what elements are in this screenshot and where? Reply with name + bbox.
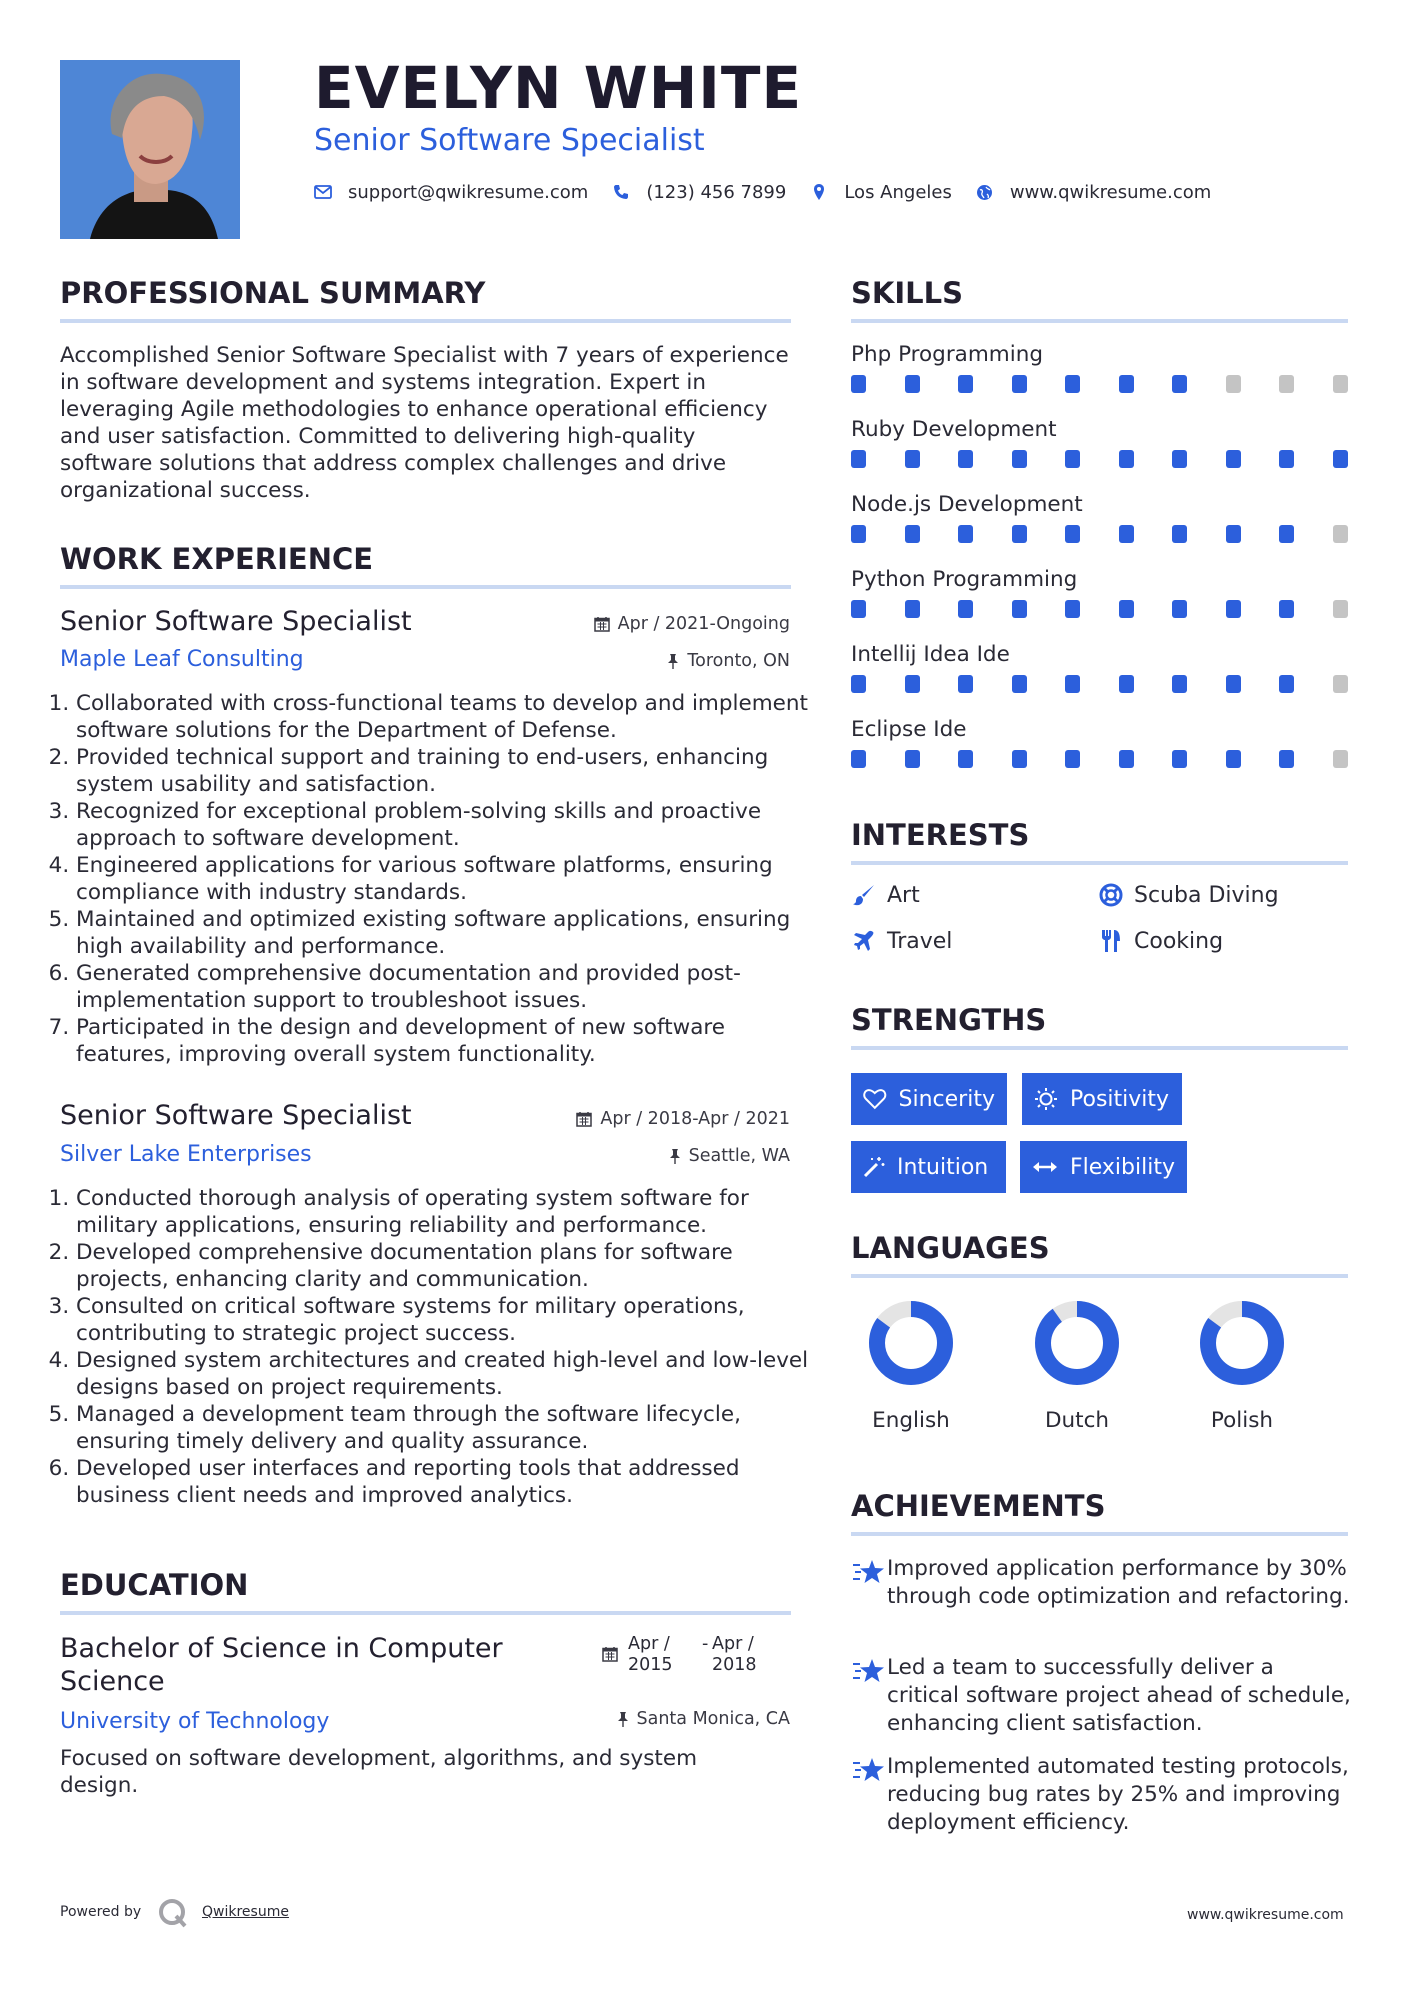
interest-travel [851, 928, 952, 954]
job-location-text: Seattle, WA [688, 1146, 790, 1166]
list-item: 5. Managed a development team through the software lifecycle, ensuring timely delivery and quality assurance. [76, 1401, 814, 1455]
job-location [540, 1146, 790, 1166]
rating-dot-filled [1279, 675, 1294, 693]
rating-dot-filled [1012, 600, 1027, 618]
candidate-name: EVELYN WHITE [314, 54, 803, 122]
interest-label: Art [887, 882, 920, 908]
star-icon [851, 1658, 887, 1684]
languages-heading: LANGUAGES [851, 1231, 1050, 1265]
job-title: Senior Software Specialist [60, 1100, 412, 1131]
end-date-year: 2018 [712, 1655, 757, 1675]
skill-name: Node.js Development [851, 492, 1083, 517]
start-date [628, 1634, 673, 1676]
skill-name: Eclipse Ide [851, 717, 967, 742]
rating-dot-empty [1333, 750, 1348, 768]
interest-label: Scuba Diving [1134, 882, 1279, 908]
plane-icon [851, 928, 877, 954]
languages-list [851, 1300, 1348, 1450]
rating-dot-filled [1065, 525, 1080, 543]
list-item: 6. Developed user interfaces and reporting tools that addressed business client needs and improved analytics. [76, 1455, 814, 1509]
achievements-heading: ACHIEVEMENTS [851, 1489, 1106, 1523]
strength-label: Sincerity [898, 1086, 995, 1112]
summary-text: Accomplished Senior Software Specialist with 7 years of experience in software development and systems integration. Expert in leveraging Agile methodologies to enhance operational efficiency and user satisfaction. Committed to delivering high-quality software solutions that address complex challenges and drive organizational success. [60, 343, 789, 503]
rating-dot-filled [1172, 525, 1187, 543]
rating-dot-filled [1119, 375, 1134, 393]
rating-dot-filled [1012, 450, 1027, 468]
magic-wand-icon [863, 1156, 885, 1178]
map-pin-icon [810, 183, 828, 201]
rating-dot-filled [1279, 750, 1294, 768]
footer-url[interactable]: www.qwikresume.com [1187, 1907, 1344, 1923]
rating-dot-filled [958, 600, 973, 618]
summary-divider [60, 319, 791, 323]
rating-dot-filled [905, 375, 920, 393]
language-name: Dutch [1044, 1408, 1110, 1433]
rating-dot-filled [1119, 750, 1134, 768]
pushpin-icon [667, 653, 679, 669]
list-item: 4. Engineered applications for various software platforms, ensuring compliance with industry standards. [76, 852, 814, 906]
achievement-text: Improved application performance by 30% through code optimization and refactoring. [887, 1556, 1350, 1609]
rating-dot-filled [905, 675, 920, 693]
pushpin-icon [669, 1148, 681, 1164]
company-name[interactable]: Silver Lake Enterprises [60, 1142, 312, 1167]
rating-dot-filled [1333, 450, 1348, 468]
interest-label: Cooking [1134, 928, 1224, 954]
language-name: English [872, 1408, 950, 1433]
list-item: 1. Conducted thorough analysis of operating system software for military applications, ensuring reliability and performance. [76, 1185, 814, 1239]
skill-row [851, 642, 1348, 693]
rating-dot-filled [1119, 525, 1134, 543]
list-item: 5. Maintained and optimized existing software applications, ensuring high availability and performance. [76, 906, 814, 960]
sun-icon [1034, 1087, 1058, 1111]
rating-dot-filled [1172, 600, 1187, 618]
rating-dot-filled [1065, 600, 1080, 618]
rating-dot-empty [1333, 600, 1348, 618]
contact-phone[interactable]: (123) 456 7899 [646, 181, 787, 203]
job-title: Senior Software Specialist [60, 606, 412, 637]
language-item [1017, 1300, 1137, 1433]
star-icon [851, 1559, 887, 1585]
rating-dot-filled [905, 525, 920, 543]
rating-dot-empty [1226, 375, 1241, 393]
rating-dot-filled [1065, 750, 1080, 768]
phone-icon [612, 183, 630, 201]
rating-dot-filled [958, 525, 973, 543]
rating-dot-filled [1119, 675, 1134, 693]
list-item: 3. Recognized for exceptional problem-solving skills and proactive approach to software development. [76, 798, 814, 852]
rating-dot-filled [1279, 525, 1294, 543]
strengths-divider [851, 1046, 1348, 1050]
strength-sincerity [851, 1073, 1007, 1125]
strength-intuition [851, 1141, 1006, 1193]
calendar-icon [602, 1646, 618, 1662]
rating-dot-filled [851, 675, 866, 693]
rating-dot-filled [958, 450, 973, 468]
job-dates [540, 1109, 790, 1129]
rating-dot-filled [905, 750, 920, 768]
summary-heading: PROFESSIONAL SUMMARY [60, 276, 486, 310]
strength-label: Intuition [897, 1154, 989, 1180]
language-item [851, 1300, 971, 1433]
rating-dot-filled [1226, 675, 1241, 693]
education-divider [60, 1611, 791, 1615]
rating-dot-filled [1226, 525, 1241, 543]
skill-rating [851, 675, 1348, 693]
job-location-text: Toronto, ON [687, 651, 790, 671]
rating-dot-empty [1279, 375, 1294, 393]
calendar-icon [576, 1111, 592, 1127]
education-heading: EDUCATION [60, 1568, 249, 1602]
rating-dot-filled [851, 750, 866, 768]
rating-dot-empty [1333, 375, 1348, 393]
start-date-month: Apr / [628, 1634, 670, 1654]
interest-art [851, 882, 920, 908]
rating-dot-empty [1333, 525, 1348, 543]
achievement-item [851, 1654, 1351, 1738]
pushpin-icon [617, 1711, 629, 1727]
interest-label: Travel [887, 928, 953, 954]
degree-title: Bachelor of Science in Computer Science [60, 1633, 503, 1697]
interest-scuba-diving [1098, 882, 1279, 908]
list-item: 6. Generated comprehensive documentation and provided post-implementation support to troubleshoot issues. [76, 960, 814, 1014]
rating-dot-filled [958, 675, 973, 693]
skill-row [851, 717, 1348, 768]
heart-icon [863, 1088, 887, 1110]
duties-list [58, 1185, 814, 1509]
skill-rating [851, 450, 1348, 468]
rating-dot-filled [1065, 675, 1080, 693]
rating-dot-filled [1279, 600, 1294, 618]
contact-bar [314, 180, 1235, 204]
brand-link[interactable]: Qwikresume [202, 1904, 289, 1920]
star-icon [851, 1757, 887, 1783]
profile-photo [60, 60, 240, 239]
list-item: 4. Designed system architectures and created high-level and low-level designs based on project requirements. [76, 1347, 814, 1401]
rating-dot-filled [1172, 375, 1187, 393]
language-donut [1182, 1300, 1302, 1390]
list-item: 2. Developed comprehensive documentation plans for software projects, enhancing clarity and communication. [76, 1239, 814, 1293]
list-item: 3. Consulted on critical software systems for military operations, contributing to strategic project success. [76, 1293, 814, 1347]
job-dates [540, 614, 790, 634]
rating-dot-filled [851, 600, 866, 618]
strength-flexibility [1020, 1141, 1187, 1193]
skills-heading: SKILLS [851, 276, 963, 310]
donut-fill [1043, 1309, 1111, 1377]
rating-dot-filled [1012, 675, 1027, 693]
interests-heading: INTERESTS [851, 818, 1030, 852]
achievement-text: Led a team to successfully deliver a critical software project ahead of schedule, enhancing client satisfaction. [887, 1655, 1351, 1736]
start-date-year: 2015 [628, 1655, 673, 1675]
contact-location: Los Angeles [844, 181, 952, 203]
portrait-image [60, 60, 240, 239]
end-date-month: Apr / [712, 1634, 754, 1654]
achievement-item [851, 1753, 1351, 1837]
rating-dot-filled [905, 600, 920, 618]
education-description: Focused on software development, algorithms, and system design. [60, 1746, 698, 1798]
skill-name: Intellij Idea Ide [851, 642, 1010, 667]
rating-dot-filled [1065, 375, 1080, 393]
language-name: Polish [1210, 1408, 1274, 1433]
rating-dot-filled [958, 750, 973, 768]
achievement-item [851, 1555, 1351, 1611]
skill-rating [851, 375, 1348, 393]
skill-row [851, 417, 1348, 468]
utensils-icon [1098, 928, 1124, 954]
rating-dot-filled [851, 375, 866, 393]
list-item: 1. Collaborated with cross-functional teams to develop and implement software solutions for the Department of Defense. [76, 690, 814, 744]
rating-dot-filled [1119, 450, 1134, 468]
rating-dot-filled [1065, 450, 1080, 468]
strengths-heading: STRENGTHS [851, 1003, 1047, 1037]
education-dates [602, 1634, 792, 1678]
experience-heading: WORK EXPERIENCE [60, 542, 374, 576]
paintbrush-icon [851, 882, 877, 908]
life-ring-icon [1098, 882, 1124, 908]
skill-rating [851, 750, 1348, 768]
experience-divider [60, 585, 791, 589]
qwikresume-logo-icon [158, 1898, 188, 1928]
rating-dot-filled [1172, 675, 1187, 693]
job-dates-text: Apr / 2018-Apr / 2021 [600, 1109, 790, 1129]
duties-list [58, 690, 814, 1068]
rating-dot-filled [1012, 525, 1027, 543]
rating-dot-filled [1279, 450, 1294, 468]
rating-dot-empty [1333, 675, 1348, 693]
company-name[interactable]: Maple Leaf Consulting [60, 647, 304, 672]
arrows-horizontal-icon [1032, 1160, 1058, 1174]
skill-name: Python Programming [851, 567, 1078, 592]
skill-name: Ruby Development [851, 417, 1057, 442]
interest-cooking [1098, 928, 1223, 954]
languages-divider [851, 1274, 1348, 1278]
rating-dot-filled [1226, 450, 1241, 468]
calendar-icon [594, 616, 610, 632]
skill-row [851, 342, 1348, 393]
envelope-icon [314, 183, 332, 201]
achievements-divider [851, 1532, 1348, 1536]
skill-rating [851, 525, 1348, 543]
rating-dot-filled [851, 525, 866, 543]
skill-row [851, 567, 1348, 618]
rating-dot-filled [1172, 450, 1187, 468]
strength-label: Positivity [1070, 1086, 1170, 1112]
job-dates-text: Apr / 2021-Ongoing [617, 614, 790, 634]
skills-divider [851, 319, 1348, 323]
rating-dot-filled [851, 450, 866, 468]
skill-row [851, 492, 1348, 543]
rating-dot-filled [1226, 600, 1241, 618]
skill-name: Php Programming [851, 342, 1043, 367]
rating-dot-filled [1119, 600, 1134, 618]
powered-by-label: Powered by [60, 1904, 142, 1920]
achievement-text: Implemented automated testing protocols, reducing bug rates by 25% and improving deployment efficiency. [887, 1754, 1349, 1835]
education-location [540, 1709, 790, 1729]
interests-divider [851, 861, 1348, 865]
rating-dot-filled [958, 375, 973, 393]
strength-positivity [1022, 1073, 1182, 1125]
job-location [540, 651, 790, 671]
rating-dot-filled [1012, 375, 1027, 393]
rating-dot-filled [1226, 750, 1241, 768]
rating-dot-filled [905, 450, 920, 468]
education-location-text: Santa Monica, CA [636, 1709, 790, 1729]
contact-website[interactable]: www.qwikresume.com [1009, 181, 1212, 203]
skill-rating [851, 600, 1348, 618]
rating-dot-filled [1012, 750, 1027, 768]
contact-email[interactable]: support@qwikresume.com [348, 181, 589, 203]
list-item: 2. Provided technical support and training to end-users, enhancing system usability and satisfaction. [76, 744, 814, 798]
strength-label: Flexibility [1070, 1154, 1175, 1180]
rating-dot-filled [1172, 750, 1187, 768]
date-separator: - [702, 1634, 709, 1654]
language-donut [1017, 1300, 1137, 1390]
school-name[interactable]: University of Technology [60, 1709, 330, 1734]
end-date [712, 1634, 757, 1676]
candidate-title: Senior Software Specialist [314, 123, 705, 158]
list-item: 7. Participated in the design and development of new software features, improving overall system functionality. [76, 1014, 814, 1068]
language-item [1182, 1300, 1302, 1433]
language-donut [851, 1300, 971, 1390]
globe-icon [976, 183, 994, 201]
